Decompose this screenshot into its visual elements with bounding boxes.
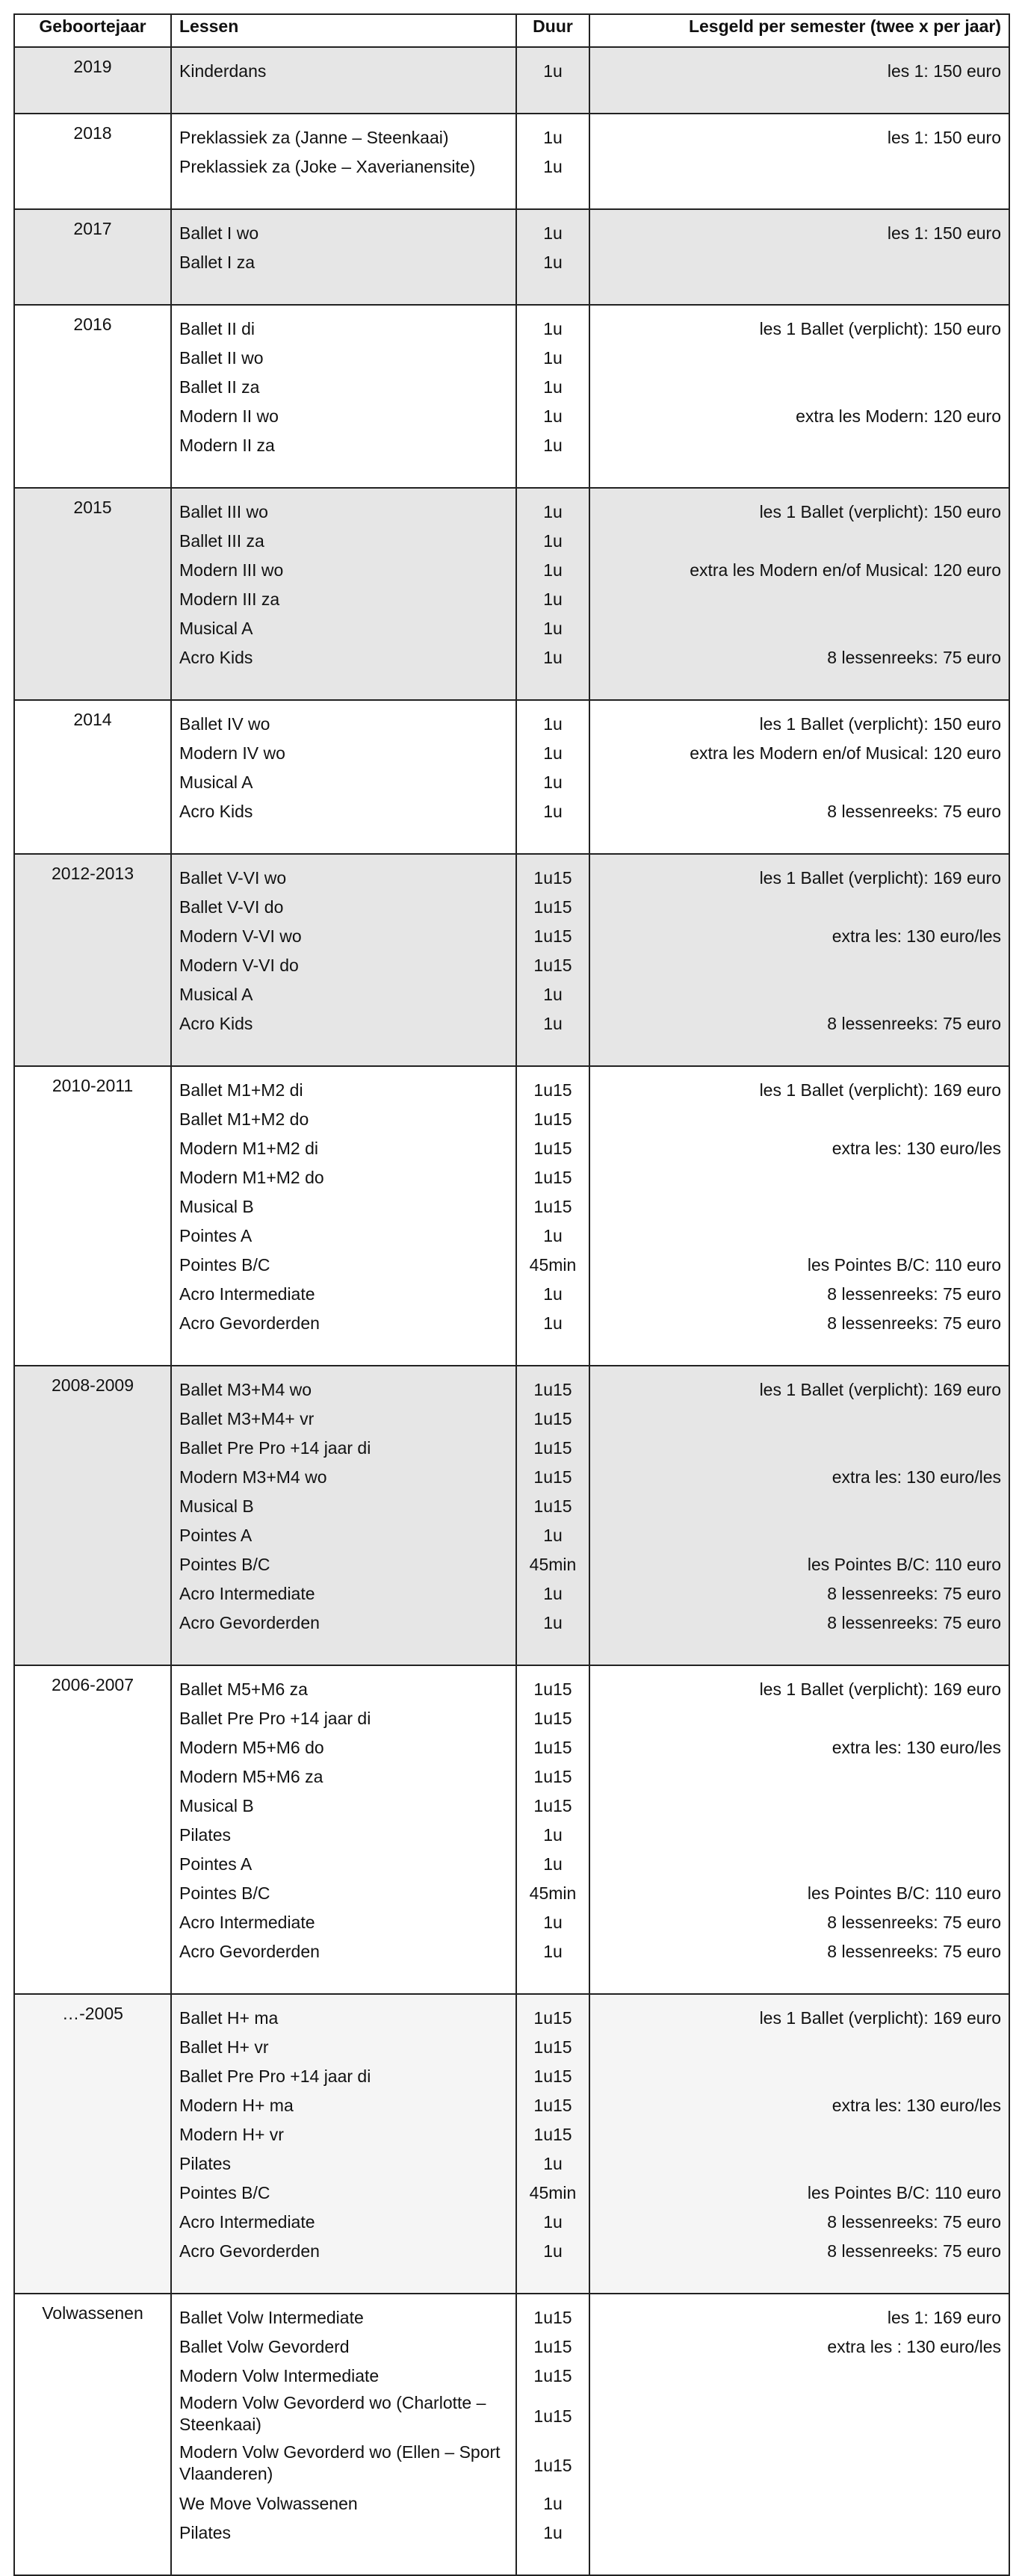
tuition-fee — [598, 373, 1001, 402]
lesgeld-cell — [589, 47, 1009, 114]
tuition-fee — [598, 1762, 1001, 1792]
tuition-fee: 8 lessenreeks: 75 euro — [827, 1913, 1001, 1932]
duur-cell — [516, 854, 589, 1066]
lesson-name: Pointes B/C — [179, 1883, 270, 1903]
lesson-duration: 1u15 — [533, 1409, 572, 1428]
lesson-duration: 1u — [543, 743, 563, 763]
lesson-duration: 1u15 — [533, 1796, 572, 1815]
tuition-fee — [598, 2033, 1001, 2062]
lesson-name: Pointes B/C — [179, 1255, 270, 1275]
lesson-name: Modern Volw Gevorderd wo (Ellen – Sport Vlaanderen) — [179, 2442, 501, 2483]
tuition-fee — [598, 585, 1001, 614]
lesson-duration: 1u — [543, 802, 563, 821]
duur-cell — [516, 47, 589, 114]
lesson-duration: 1u — [543, 406, 563, 426]
lesson-name: Pointes A — [179, 1226, 253, 1245]
tuition-fee: extra les : 130 euro/les — [827, 2337, 1001, 2356]
lesson-duration: 1u15 — [533, 2337, 572, 2356]
tuition-fee: extra les: 130 euro/les — [831, 926, 1001, 946]
tuition-fee: 8 lessenreeks: 75 euro — [827, 1584, 1001, 1603]
header-lesgeld: Lesgeld per semester (twee x per jaar) — [589, 14, 1009, 47]
lesson-name: Acro Gevorderden — [179, 1613, 320, 1632]
lessen-cell — [171, 700, 516, 854]
lesson-name: Modern M1+M2 do — [179, 1168, 324, 1187]
lesson-name: Musical A — [179, 985, 253, 1004]
tuition-fee — [598, 1850, 1001, 1879]
lesson-duration: 1u — [543, 319, 563, 338]
lesson-name: Preklassiek za (Janne – Steenkaai) — [179, 128, 449, 147]
lessen-cell — [171, 2294, 516, 2575]
lesson-duration: 1u15 — [533, 1080, 572, 1100]
tuition-fee — [598, 527, 1001, 556]
tuition-fee — [598, 152, 1001, 182]
table-row — [14, 1994, 1009, 2294]
tuition-fee: extra les Modern en/of Musical: 120 euro — [690, 743, 1001, 763]
birth-year-cell: 2018 — [14, 114, 171, 209]
lesgeld-cell — [589, 700, 1009, 854]
tuition-fee: 8 lessenreeks: 75 euro — [827, 1613, 1001, 1632]
tuition-fee: 8 lessenreeks: 75 euro — [827, 648, 1001, 667]
tuition-fee: les 1: 150 euro — [887, 223, 1001, 243]
lesson-duration: 1u15 — [533, 1467, 572, 1487]
lesson-duration: 1u — [543, 714, 563, 734]
lesson-name: Ballet M1+M2 do — [179, 1109, 309, 1129]
table-row — [14, 114, 1009, 209]
tuition-fee — [598, 951, 1001, 980]
lesson-duration: 1u — [543, 773, 563, 792]
lesgeld-cell — [589, 854, 1009, 1066]
tuition-fee — [598, 768, 1001, 797]
lesson-duration: 1u15 — [533, 2308, 572, 2327]
lesson-name: Modern II za — [179, 436, 275, 455]
tuition-fee: extra les: 130 euro/les — [831, 1467, 1001, 1487]
lesson-duration: 1u15 — [533, 868, 572, 888]
lesson-duration: 1u — [543, 2154, 563, 2173]
lesson-name: Acro Gevorderden — [179, 1313, 320, 1333]
tuition-fee: les 1 Ballet (verplicht): 169 euro — [759, 1679, 1001, 1699]
tuition-fee: les Pointes B/C: 110 euro — [807, 2183, 1001, 2202]
lesson-duration: 1u — [543, 1014, 563, 1033]
lesson-name: Kinderdans — [179, 61, 267, 81]
birth-year-cell: 2008-2009 — [14, 1366, 171, 1665]
lesson-name: Musical B — [179, 1197, 254, 1216]
lesson-duration: 1u15 — [533, 1496, 572, 1516]
tuition-fee: les Pointes B/C: 110 euro — [807, 1883, 1001, 1903]
lesson-name: Ballet V-VI wo — [179, 868, 287, 888]
tuition-table — [13, 13, 1010, 2576]
lesson-name: Preklassiek za (Joke – Xaverianensite) — [179, 157, 476, 176]
lesson-duration: 1u15 — [533, 1109, 572, 1129]
tuition-fee — [598, 1434, 1001, 1463]
tuition-table-sheet — [13, 13, 1009, 2576]
duur-cell — [516, 2294, 589, 2575]
lesson-duration: 1u — [543, 2523, 563, 2542]
lesson-name: Ballet IV wo — [179, 714, 270, 734]
lesson-name: Musical B — [179, 1496, 254, 1516]
lesgeld-cell — [589, 1066, 1009, 1366]
tuition-fee — [598, 2120, 1001, 2149]
birth-year-cell: 2012-2013 — [14, 854, 171, 1066]
duur-cell — [516, 1366, 589, 1665]
lesson-name: Modern III wo — [179, 560, 284, 580]
lesson-duration: 1u — [543, 2494, 563, 2513]
tuition-fee — [598, 893, 1001, 922]
table-row — [14, 1665, 1009, 1994]
lesson-duration: 1u15 — [533, 2096, 572, 2115]
tuition-fee: les 1: 150 euro — [887, 128, 1001, 147]
lessen-cell — [171, 1066, 516, 1366]
lesson-duration: 45min — [529, 2183, 577, 2202]
duur-cell — [516, 700, 589, 854]
tuition-fee — [598, 1192, 1001, 1222]
lesson-duration: 1u15 — [533, 2037, 572, 2057]
lesson-name: Modern M5+M6 za — [179, 1767, 323, 1786]
lesson-name: Musical A — [179, 773, 253, 792]
tuition-fee — [598, 431, 1001, 460]
duur-cell — [516, 1994, 589, 2294]
lesson-duration: 1u — [543, 436, 563, 455]
lesson-duration: 1u — [543, 223, 563, 243]
tuition-fee — [598, 1521, 1001, 1550]
tuition-fee — [598, 248, 1001, 277]
tuition-fee — [598, 1105, 1001, 1134]
lesson-duration: 1u — [543, 1913, 563, 1932]
lesson-duration: 1u15 — [533, 1168, 572, 1187]
tuition-fee: extra les Modern en/of Musical: 120 euro — [690, 560, 1001, 580]
lesson-name: Ballet III wo — [179, 502, 268, 521]
lesson-duration: 1u15 — [533, 2125, 572, 2144]
header-duur: Duur — [516, 14, 589, 47]
lesson-name: Modern M1+M2 di — [179, 1139, 318, 1158]
lesson-duration: 1u15 — [533, 1738, 572, 1757]
lesson-duration: 1u — [543, 1942, 563, 1961]
lessen-cell — [171, 854, 516, 1066]
tuition-fee: les 1 Ballet (verplicht): 150 euro — [759, 714, 1001, 734]
lesson-name: Pointes B/C — [179, 2183, 270, 2202]
lesson-duration: 1u — [543, 648, 563, 667]
lesson-duration: 1u15 — [533, 2456, 572, 2475]
lessen-cell — [171, 47, 516, 114]
lesson-duration: 1u — [543, 531, 563, 551]
lessen-cell — [171, 305, 516, 488]
tuition-fee: les 1 Ballet (verplicht): 169 euro — [759, 2008, 1001, 2028]
lesson-name: Ballet II za — [179, 377, 260, 397]
lesson-duration: 45min — [529, 1555, 577, 1574]
lesson-duration: 1u — [543, 619, 563, 638]
lessen-cell — [171, 1366, 516, 1665]
lesson-name: Pointes A — [179, 1526, 253, 1545]
tuition-fee — [598, 2518, 1001, 2548]
birth-year-cell: …-2005 — [14, 1994, 171, 2294]
tuition-fee — [598, 2149, 1001, 2179]
birth-year-cell: Volwassenen — [14, 2294, 171, 2575]
tuition-fee: 8 lessenreeks: 75 euro — [827, 1942, 1001, 1961]
duur-cell — [516, 114, 589, 209]
lesson-name: Ballet H+ vr — [179, 2037, 269, 2057]
duur-cell — [516, 1665, 589, 1994]
tuition-fee — [598, 2440, 1001, 2489]
lesson-name: Acro Gevorderden — [179, 1942, 320, 1961]
lesson-name: Ballet Pre Pro +14 jaar di — [179, 1709, 371, 1728]
lesson-duration: 1u15 — [533, 1767, 572, 1786]
lesson-name: Ballet III za — [179, 531, 264, 551]
lesgeld-cell — [589, 1994, 1009, 2294]
lesgeld-cell — [589, 114, 1009, 209]
lesson-name: Modern Volw Intermediate — [179, 2366, 380, 2385]
lesson-duration: 1u15 — [533, 926, 572, 946]
tuition-fee: les 1: 169 euro — [887, 2308, 1001, 2327]
lesson-name: Ballet Pre Pro +14 jaar di — [179, 2066, 371, 2086]
header-row — [14, 14, 1009, 47]
tuition-fee: 8 lessenreeks: 75 euro — [827, 2241, 1001, 2261]
tuition-fee — [598, 2391, 1001, 2440]
lesson-duration: 45min — [529, 1255, 577, 1275]
lesson-duration: 1u15 — [533, 1139, 572, 1158]
header-lessen: Lessen — [171, 14, 516, 47]
lesson-name: Modern M3+M4 wo — [179, 1467, 327, 1487]
lesson-name: Ballet M1+M2 di — [179, 1080, 303, 1100]
lesson-name: Acro Intermediate — [179, 2212, 315, 2232]
lesson-name: Acro Intermediate — [179, 1913, 315, 1932]
lesson-duration: 1u15 — [533, 956, 572, 975]
tuition-fee: les 1 Ballet (verplicht): 150 euro — [759, 502, 1001, 521]
lesson-duration: 1u — [543, 560, 563, 580]
tuition-fee: extra les Modern: 120 euro — [796, 406, 1001, 426]
table-row — [14, 488, 1009, 700]
table-row — [14, 47, 1009, 114]
lessen-cell — [171, 488, 516, 700]
lesson-name: Pilates — [179, 2523, 232, 2542]
duur-cell — [516, 305, 589, 488]
lesson-duration: 45min — [529, 1883, 577, 1903]
lessen-cell — [171, 114, 516, 209]
tuition-fee: 8 lessenreeks: 75 euro — [827, 1284, 1001, 1304]
lesson-name: We Move Volwassenen — [179, 2494, 358, 2513]
lesson-name: Ballet Volw Intermediate — [179, 2308, 364, 2327]
lesson-name: Modern V-VI do — [179, 956, 299, 975]
lesson-name: Ballet II di — [179, 319, 255, 338]
lesson-name: Ballet Pre Pro +14 jaar di — [179, 1438, 371, 1458]
lesson-name: Modern H+ ma — [179, 2096, 294, 2115]
birth-year-cell: 2019 — [14, 47, 171, 114]
table-row — [14, 700, 1009, 854]
tuition-fee — [598, 1163, 1001, 1192]
lessen-cell — [171, 209, 516, 305]
lesson-duration: 1u — [543, 1825, 563, 1845]
lesson-name: Acro Intermediate — [179, 1584, 315, 1603]
birth-year-cell: 2010-2011 — [14, 1066, 171, 1366]
lesson-name: Musical A — [179, 619, 253, 638]
lesson-duration: 1u — [543, 1226, 563, 1245]
tuition-fee — [598, 614, 1001, 643]
lesson-duration: 1u — [543, 128, 563, 147]
lesson-name: Pointes B/C — [179, 1555, 270, 1574]
lesson-name: Ballet V-VI do — [179, 897, 284, 917]
table-row — [14, 854, 1009, 1066]
tuition-fee — [598, 1792, 1001, 1821]
tuition-fee: 8 lessenreeks: 75 euro — [827, 802, 1001, 821]
tuition-fee: les 1 Ballet (verplicht): 169 euro — [759, 1080, 1001, 1100]
birth-year-cell: 2016 — [14, 305, 171, 488]
birth-year-cell: 2006-2007 — [14, 1665, 171, 1994]
lesson-name: Modern III za — [179, 589, 280, 609]
lesson-duration: 1u15 — [533, 2406, 572, 2426]
lesson-name: Acro Kids — [179, 648, 253, 667]
tuition-fee: extra les: 130 euro/les — [831, 2096, 1001, 2115]
lesson-duration: 1u15 — [533, 1380, 572, 1399]
tuition-fee: les Pointes B/C: 110 euro — [807, 1555, 1001, 1574]
tuition-fee — [598, 1704, 1001, 1733]
lesson-name: Musical B — [179, 1796, 254, 1815]
lesson-duration: 1u — [543, 2212, 563, 2232]
tuition-fee: les 1 Ballet (verplicht): 169 euro — [759, 1380, 1001, 1399]
lesson-duration: 1u — [543, 2241, 563, 2261]
header-geboortejaar: Geboortejaar — [14, 14, 171, 47]
lesson-duration: 1u15 — [533, 2008, 572, 2028]
lesson-duration: 1u — [543, 1284, 563, 1304]
lesson-name: Acro Intermediate — [179, 1284, 315, 1304]
lesson-name: Pilates — [179, 1825, 232, 1845]
lesson-name: Modern Volw Gevorderd wo (Charlotte – Steenkaai) — [179, 2393, 486, 2434]
table-row — [14, 2294, 1009, 2575]
lesson-duration: 1u15 — [533, 1197, 572, 1216]
lesson-duration: 1u — [543, 253, 563, 272]
birth-year-cell: 2017 — [14, 209, 171, 305]
lesson-name: Ballet Volw Gevorderd — [179, 2337, 350, 2356]
lesson-name: Modern II wo — [179, 406, 279, 426]
tuition-fee: extra les: 130 euro/les — [831, 1738, 1001, 1757]
tuition-fee — [598, 2489, 1001, 2518]
lesson-duration: 1u — [543, 1526, 563, 1545]
lesson-duration: 1u — [543, 502, 563, 521]
table-row — [14, 1066, 1009, 1366]
tuition-fee: 8 lessenreeks: 75 euro — [827, 1014, 1001, 1033]
lesson-name: Pointes A — [179, 1854, 253, 1874]
lesgeld-cell — [589, 488, 1009, 700]
lesson-duration: 1u — [543, 1584, 563, 1603]
lesson-name: Modern V-VI wo — [179, 926, 302, 946]
lesgeld-cell — [589, 305, 1009, 488]
lesson-name: Acro Gevorderden — [179, 2241, 320, 2261]
birth-year-cell: 2014 — [14, 700, 171, 854]
lesson-duration: 1u15 — [533, 1709, 572, 1728]
tuition-fee — [598, 980, 1001, 1009]
tuition-fee — [598, 344, 1001, 373]
lesson-name: Ballet I za — [179, 253, 255, 272]
lesson-duration: 1u — [543, 589, 563, 609]
lesson-name: Modern M5+M6 do — [179, 1738, 324, 1757]
table-row — [14, 305, 1009, 488]
lesson-duration: 1u — [543, 377, 563, 397]
lesson-name: Pilates — [179, 2154, 232, 2173]
birth-year-cell: 2015 — [14, 488, 171, 700]
lesson-name: Ballet H+ ma — [179, 2008, 279, 2028]
lesson-name: Acro Kids — [179, 802, 253, 821]
tuition-fee: 8 lessenreeks: 75 euro — [827, 1313, 1001, 1333]
duur-cell — [516, 1066, 589, 1366]
tuition-fee: extra les: 130 euro/les — [831, 1139, 1001, 1158]
lesson-name: Ballet I wo — [179, 223, 259, 243]
lessen-cell — [171, 1994, 516, 2294]
tuition-fee — [598, 2362, 1001, 2391]
lesson-duration: 1u15 — [533, 1438, 572, 1458]
lesgeld-cell — [589, 209, 1009, 305]
lesson-duration: 1u — [543, 157, 563, 176]
lesson-duration: 1u15 — [533, 2366, 572, 2385]
lesgeld-cell — [589, 2294, 1009, 2575]
lesson-duration: 1u — [543, 1854, 563, 1874]
lesson-duration: 1u — [543, 1313, 563, 1333]
lesson-duration: 1u — [543, 61, 563, 81]
tuition-fee — [598, 1821, 1001, 1850]
table-row — [14, 1366, 1009, 1665]
lesson-duration: 1u — [543, 985, 563, 1004]
lesson-name: Modern H+ vr — [179, 2125, 284, 2144]
lesson-duration: 1u15 — [533, 1679, 572, 1699]
tuition-fee: 8 lessenreeks: 75 euro — [827, 2212, 1001, 2232]
lessen-cell — [171, 1665, 516, 1994]
tuition-fee — [598, 1222, 1001, 1251]
lesson-duration: 1u15 — [533, 897, 572, 917]
tuition-fee — [598, 1492, 1001, 1521]
lesson-name: Ballet II wo — [179, 348, 264, 368]
tuition-fee: les 1 Ballet (verplicht): 150 euro — [759, 319, 1001, 338]
tuition-fee — [598, 2062, 1001, 2091]
lesson-duration: 1u15 — [533, 2066, 572, 2086]
lesson-duration: 1u — [543, 1613, 563, 1632]
lesson-name: Ballet M5+M6 za — [179, 1679, 308, 1699]
lesson-name: Ballet M3+M4 wo — [179, 1380, 312, 1399]
lesson-name: Modern IV wo — [179, 743, 285, 763]
lesgeld-cell — [589, 1366, 1009, 1665]
lesson-name: Acro Kids — [179, 1014, 253, 1033]
lesson-name: Ballet M3+M4+ vr — [179, 1409, 315, 1428]
tuition-fee: les Pointes B/C: 110 euro — [807, 1255, 1001, 1275]
lesson-duration: 1u — [543, 348, 563, 368]
duur-cell — [516, 209, 589, 305]
table-body — [14, 47, 1009, 2575]
table-row — [14, 209, 1009, 305]
tuition-fee — [598, 1405, 1001, 1434]
tuition-fee: les 1 Ballet (verplicht): 169 euro — [759, 868, 1001, 888]
tuition-fee: les 1: 150 euro — [887, 61, 1001, 81]
lesgeld-cell — [589, 1665, 1009, 1994]
duur-cell — [516, 488, 589, 700]
